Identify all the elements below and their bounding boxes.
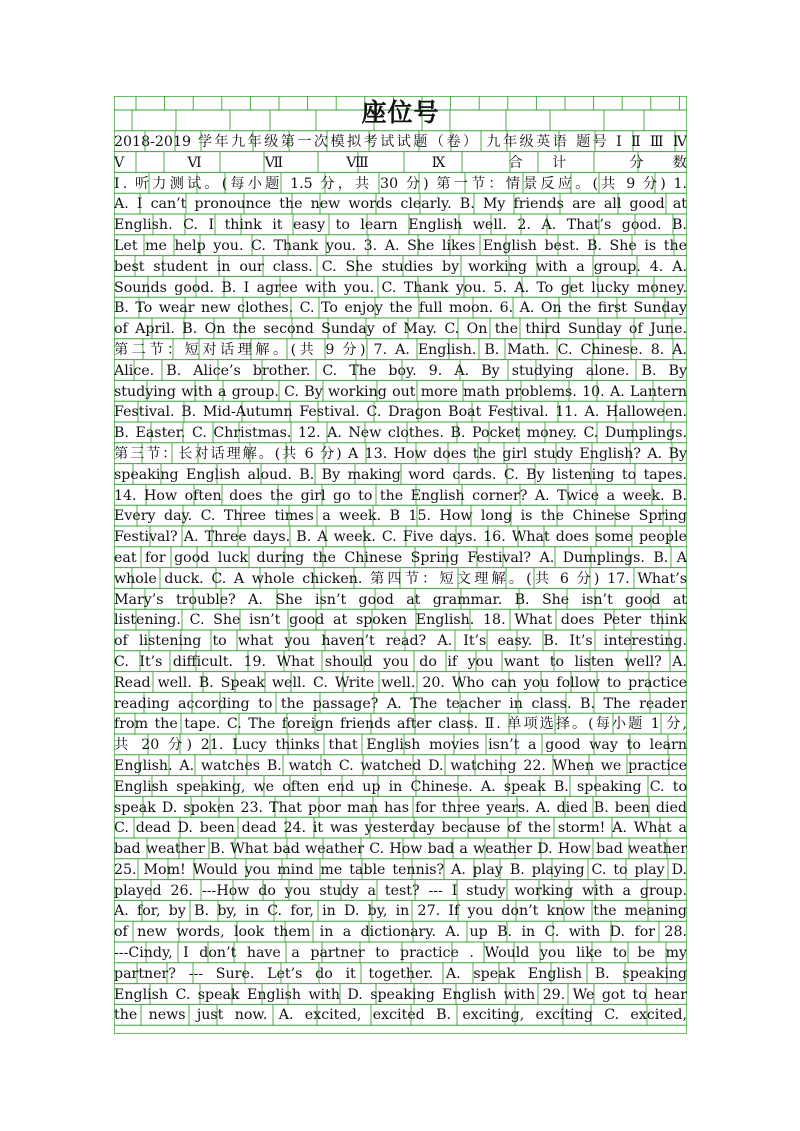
- text-line: Sounds good. B. I agree with you. C. Thank you. 5. A. To get lucky money.: [114, 279, 687, 296]
- text-line: 第三节：长对话理解。(共 6 分) A 13. How does the girl study English? A. By: [114, 445, 687, 462]
- text-line: A. for, by B. by, in C. for, in D. by, in 27. If you don’t know the meaning: [114, 903, 687, 920]
- text-line: speak D. spoken 23. That poor man has for three years. A. died B. been died: [114, 799, 687, 816]
- text-line: 共 20 分) 21. Lucy thinks that English movies isn’t a good way to learn: [114, 737, 687, 754]
- text-line: of new words, look them in a dictionary. A. up B. in C. with D. for 28.: [114, 924, 687, 941]
- text-line: partner? --- Sure. Let’s do it together. A. speak English B. speaking: [114, 965, 687, 982]
- text-line: from the tape. C. The foreign friends after class. Ⅱ. 单项选择。(每小题 1 分,: [114, 716, 687, 733]
- text-line: 第二节：短对话理解。(共 9 分) 7. A. English. B. Math. C. Chinese. 8. A.: [114, 341, 687, 358]
- text-line: listening. C. She isn’t good at spoken English. 18. What does Peter think: [114, 612, 687, 629]
- text-line: Read well. B. Speak well. C. Write well. 20. Who can you follow to practice: [114, 674, 687, 691]
- text-line: ---Cindy, I don’t have a partner to practice . Would you like to be my: [114, 945, 687, 962]
- text-line: 2018-2019 学年九年级第一次模拟考试试题（卷） 九年级英语 题号 Ⅰ Ⅱ Ⅲ Ⅳ: [114, 134, 687, 150]
- text-line: reading according to the passage? A. The teacher in class. B. The reader: [114, 695, 687, 712]
- exam-body-text: [114, 132, 687, 1026]
- text-line: B. To wear new clothes. C. To enjoy the full moon. 6. A. On the first Sunday: [114, 300, 687, 317]
- text-line: of April. B. On the second Sunday of May. C. On the third Sunday of June.: [114, 321, 687, 338]
- text-line: Ⅰ. 听力测试。(每小题 1.5 分，共 30 分) 第一节：情景反应。(共 9 分) 1.: [114, 175, 687, 192]
- text-line: English. C. I think it easy to learn English well. 2. A. That’s good. B.: [114, 217, 687, 234]
- text-line: of listening to what you haven’t read? A. It’s easy. B. It’s interesting.: [114, 633, 687, 650]
- text-line: English speaking, we often end up in Chinese. A. speak B. speaking C. to: [114, 778, 687, 795]
- text-line: 14. How often does the girl go to the English corner? A. Twice a week. B.: [114, 487, 687, 504]
- text-line: whole duck. C. A whole chicken. 第四节：短文理解。(共 6 分) 17. What’s: [114, 570, 687, 587]
- text-line: Mary’s trouble? A. She isn’t good at grammar. B. She isn’t good at: [114, 591, 687, 608]
- text-line: English. A. watches B. watch C. watched D. watching 22. When we practice: [114, 757, 687, 774]
- text-line: Festival? A. Three days. B. A week. C. Five days. 16. What does some people: [114, 529, 687, 546]
- text-line: Let me help you. C. Thank you. 3. A. She likes English best. B. She is the: [114, 237, 687, 254]
- text-line: studying with a group. C. By working out more math problems. 10. A. Lantern: [114, 383, 687, 400]
- text-line: C. dead D. been dead 24. it was yesterday because of the storm! A. What a: [114, 820, 687, 837]
- text-line: eat for good luck during the Chinese Spring Festival? A. Dumplings. B. A: [114, 549, 687, 566]
- text-line: the news just now. A. excited, excited B. exciting, exciting C. excited,: [114, 1007, 687, 1024]
- text-line: 25. Mom! Would you mind me table tennis? A. play B. playing C. to play D.: [114, 861, 687, 878]
- text-line: speaking English aloud. B. By making word cards. C. By listening to tapes.: [114, 466, 687, 483]
- text-line: A. I can’t pronounce the new words clearly. B. My friends are all good at: [114, 196, 687, 213]
- text-line: played 26. ---How do you study a test? --- I study working with a group.: [114, 882, 687, 899]
- text-line: Festival. B. Mid-Autumn Festival. C. Dragon Boat Festival. 11. A. Halloween.: [114, 404, 687, 421]
- text-line: Alice. B. Alice’s brother. C. The boy. 9. A. By studying alone. B. By: [114, 362, 687, 379]
- text-line: B. Easter. C. Christmas. 12. A. New clothes. B. Pocket money. C. Dumplings.: [114, 425, 687, 442]
- text-line: C. It’s difficult. 19. What should you do if you want to listen well? A.: [114, 653, 687, 670]
- page-title: 座位号: [361, 98, 440, 127]
- text-line: bad weather B. What bad weather C. How bad a weather D. How bad weather: [114, 841, 687, 858]
- text-line: English C. speak English with D. speaking English with 29. We got to hear: [114, 986, 687, 1003]
- text-line: Ⅴ Ⅵ Ⅶ Ⅷ Ⅸ 合计 分数: [114, 154, 687, 171]
- text-line: Every day. C. Three times a week. B 15. How long is the Chinese Spring: [114, 508, 687, 525]
- text-line: best student in our class. C. She studies by working with a group. 4. A.: [114, 258, 687, 275]
